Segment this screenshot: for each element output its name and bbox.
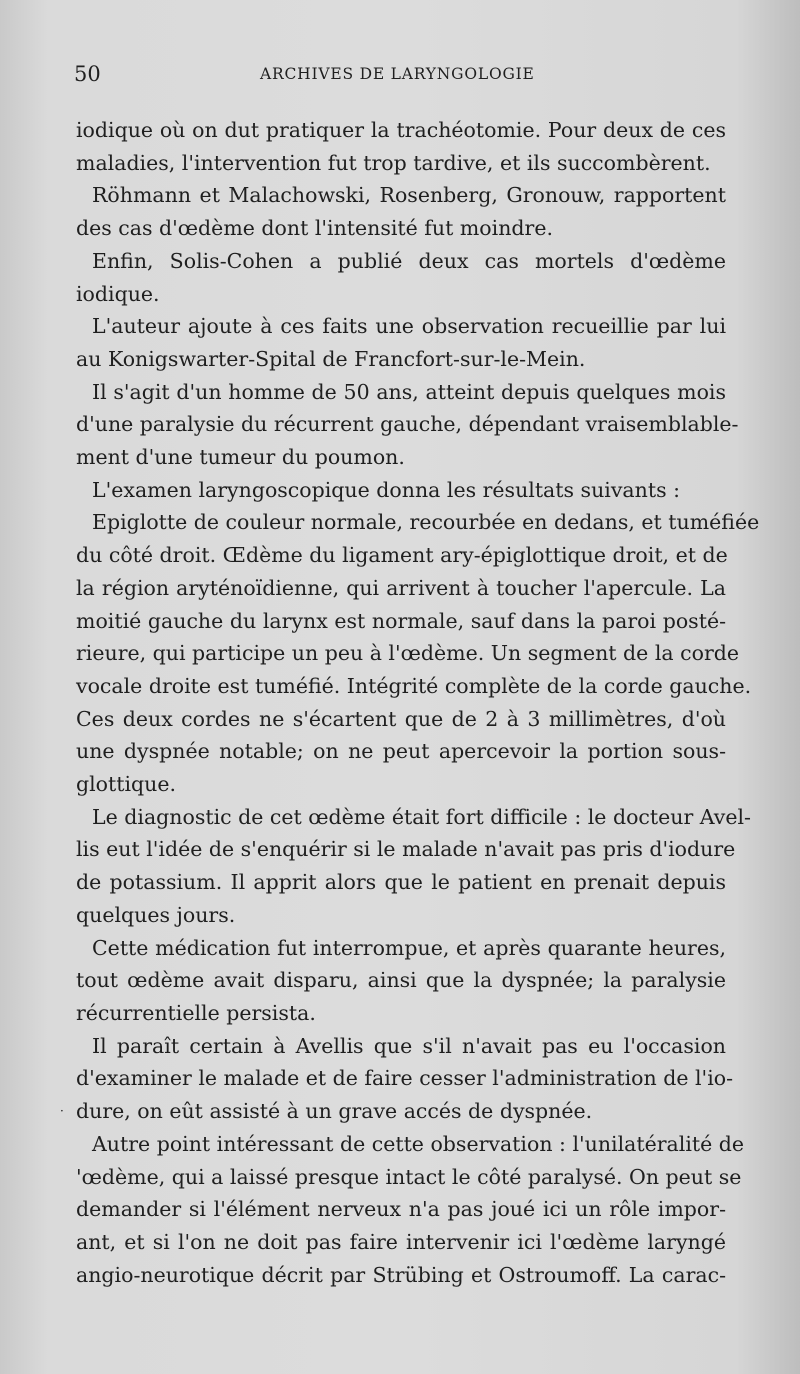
text-line: rieure, qui participe un peu à l'œdème. Un segment de la corde [76, 641, 739, 666]
text-line: tout œdème avait disparu, ainsi que la dyspnée; la paralysie [76, 968, 726, 993]
text-line: iodique. [76, 281, 160, 306]
text-line: la région aryténoïdienne, qui arrivent à toucher l'apercule. La [76, 575, 726, 600]
text-line: ant, et si l'on ne doit pas faire intervenir ici l'œdème laryngé [76, 1229, 726, 1254]
text-line: vocale droite est tuméfié. Intégrité complète de la corde gauche. [76, 673, 752, 698]
margin-mark: · [60, 1104, 64, 1118]
page-header [70, 62, 740, 90]
text-line: glottique. [76, 772, 177, 797]
text-line: ment d'une tumeur du poumon. [76, 445, 405, 470]
text-line: Ces deux cordes ne s'écartent que de 2 à 3 millimètres, d'où [76, 706, 726, 731]
text-line: demander si l'élément nerveux n'a pas joué ici un rôle impor- [76, 1197, 726, 1222]
text-line: Autre point intéressant de cette observation : l'unilatéralité de [92, 1131, 745, 1156]
text-line: L'auteur ajoute à ces faits une observation recueillie par lui [92, 314, 726, 339]
running-head: ARCHIVES DE LARYNGOLOGIE [260, 65, 535, 83]
text-line: de potassium. Il apprit alors que le patient en prenait depuis [76, 870, 726, 895]
text-line: Le diagnostic de cet œdème était fort difficile : le docteur Avel- [92, 804, 751, 829]
text-line: Cette médication fut interrompue, et après quarante heures, [92, 935, 726, 960]
text-line: d'examiner le malade et de faire cesser l'administration de l'io- [76, 1066, 734, 1091]
text-line: L'examen laryngoscopique donna les résultats suivants : [92, 477, 681, 502]
text-line: Enfin, Solis-Cohen a publié deux cas mortels d'œdème [92, 248, 726, 273]
text-line: Il paraît certain à Avellis que s'il n'avait pas eu l'occasion [92, 1033, 726, 1058]
text-line: d'une paralysie du récurrent gauche, dépendant vraisemblable- [76, 412, 739, 437]
text-line: récurrentielle persista. [76, 1000, 316, 1025]
text-line: au Konigswarter-Spital de Francfort-sur-le-Mein. [76, 346, 586, 371]
text-line: quelques jours. [76, 902, 236, 927]
text-line: du côté droit. Œdème du ligament ary-épiglottique droit, et de [76, 543, 728, 568]
text-line: une dyspnée notable; on ne peut apercevoir la portion sous- [76, 739, 726, 764]
text-line: dure, on eût assisté à un grave accés de dyspnée. [76, 1099, 593, 1124]
text-line: des cas d'œdème dont l'intensité fut moindre. [76, 216, 553, 241]
body-text [76, 114, 760, 1291]
text-line: Röhmann et Malachowski, Rosenberg, Gronouw, rapportent [92, 183, 726, 208]
text-line: Il s'agit d'un homme de 50 ans, atteint depuis quelques mois [92, 379, 726, 404]
text-line: moitié gauche du larynx est normale, sauf dans la paroi posté- [76, 608, 726, 633]
page-number: 50 [74, 62, 101, 86]
text-line: angio-neurotique décrit par Strübing et Ostroumoff. La carac- [76, 1262, 726, 1287]
text-line: maladies, l'intervention fut trop tardive, et ils succombèrent. [76, 150, 711, 175]
text-line: lis eut l'idée de s'enquérir si le malade n'avait pas pris d'iodure [76, 837, 736, 862]
text-line: 'œdème, qui a laissé presque intact le côté paralysé. On peut se [76, 1164, 742, 1189]
text-line: iodique où on dut pratiquer la trachéotomie. Pour deux de ces [76, 118, 726, 142]
text-line: Epiglotte de couleur normale, recourbée en dedans, et tuméfiée [92, 510, 760, 535]
